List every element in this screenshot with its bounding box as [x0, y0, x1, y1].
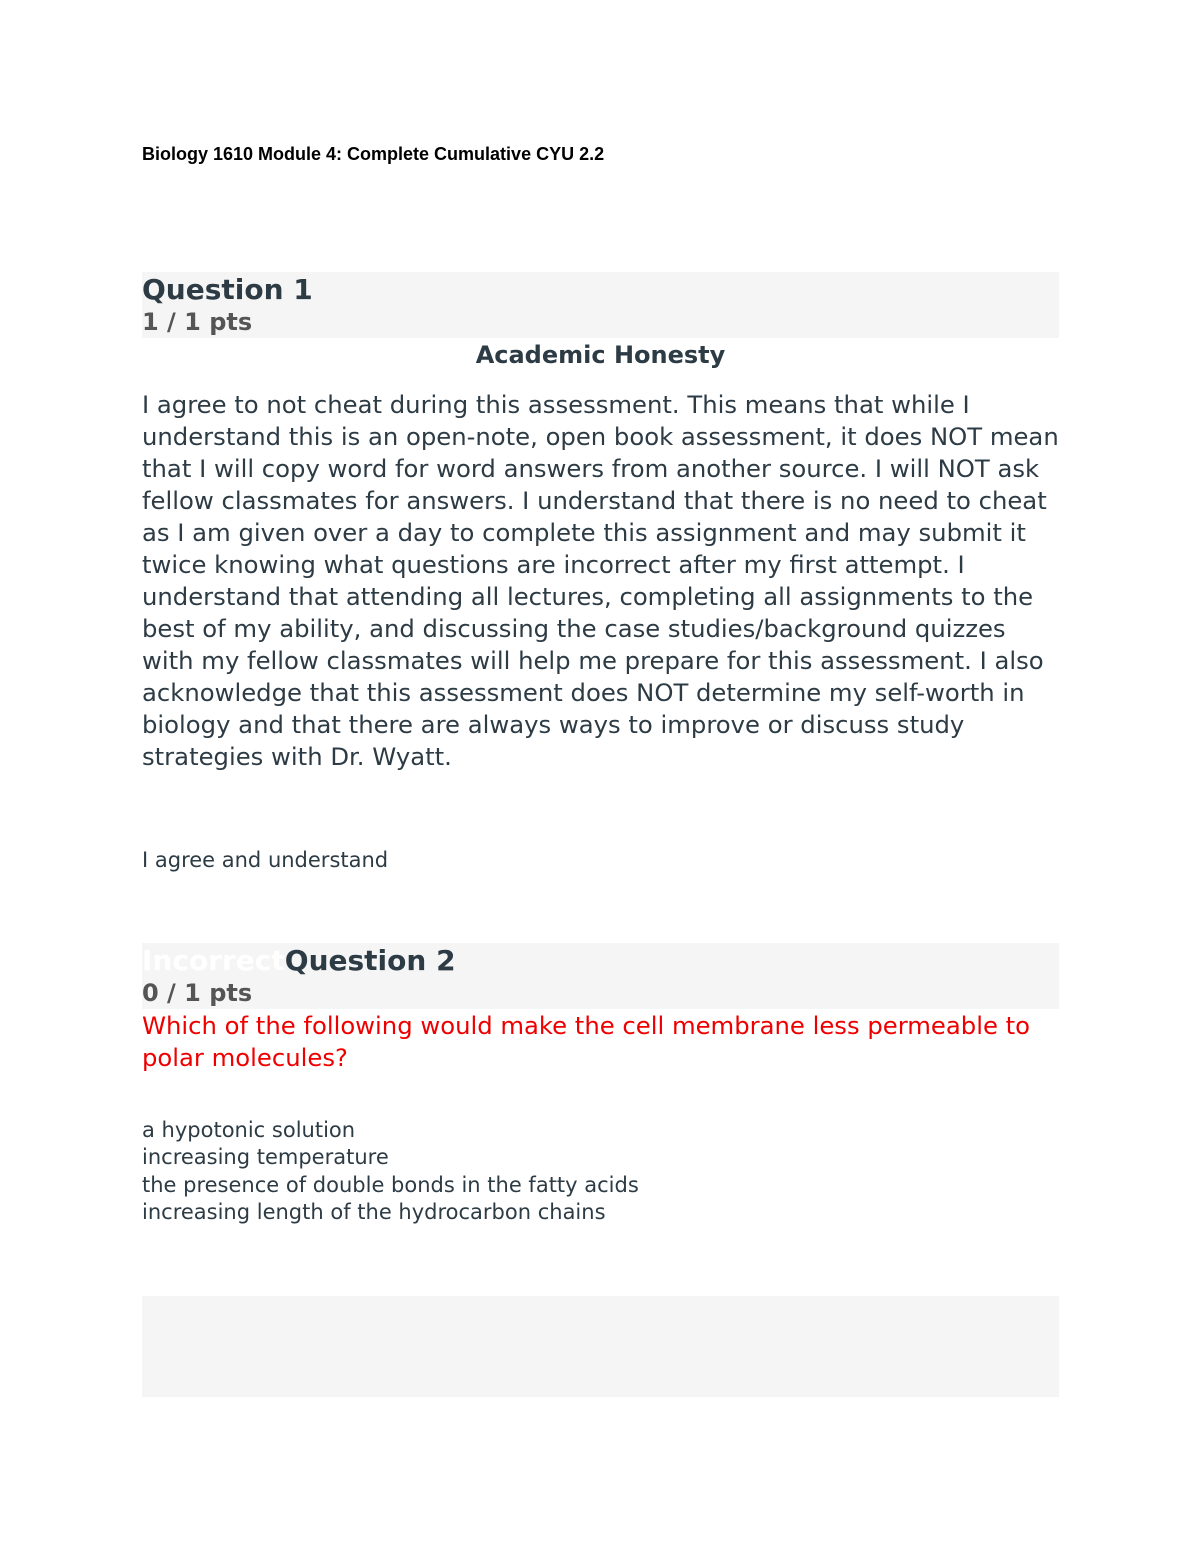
answer-option: a hypotonic solution: [142, 1118, 356, 1142]
question-2-title: Question 2: [284, 944, 456, 977]
academic-honesty-text: I agree to not cheat during this assessment. This means that while I understand this is an open-note, open book assessment, it does NOT mean that I will copy word for word answers from another source. I will NOT ask fellow classmates for answers. I understand that there is no need to cheat as I am given over a day to complete this assignment and may submit it twice knowing what questions are incorrect after my first attempt. I understand that attending all lectures, completing all assignments to the best of my ability, and discussing the case studies/background quizzes with my fellow classmates will help me prepare for this assessment. I also acknowledge that this assessment does NOT determine my self-worth in biology and that there are always ways to improve or discuss study strategies with Dr. Wyatt.: [142, 390, 1059, 771]
question-1-title: Question 1: [142, 273, 313, 306]
question-2-points: 0 / 1 pts: [142, 979, 253, 1007]
answer-option: increasing temperature: [142, 1145, 389, 1170]
incorrect-tag: Incorrect: [142, 944, 285, 977]
academic-honesty-heading: Academic Honesty: [475, 341, 726, 369]
answer-option: the presence of double bonds in the fatty acids: [142, 1172, 639, 1197]
question-1-answer: I agree and understand: [142, 848, 389, 872]
empty-question-panel: [142, 1296, 1059, 1397]
document-title: Biology 1610 Module 4: Complete Cumulative CYU 2.2: [142, 144, 605, 164]
question-1-header: [142, 272, 1059, 338]
answer-option: increasing length of the hydrocarbon chains: [142, 1199, 606, 1224]
question-2-title-row: [142, 944, 456, 978]
answer-list: [142, 1117, 639, 1226]
question-2-text: Which of the following would make the cell membrane less permeable to polar molecules?: [142, 1011, 1031, 1072]
question-2-header: [142, 943, 1059, 1009]
question-1-points: 1 / 1 pts: [142, 308, 253, 336]
